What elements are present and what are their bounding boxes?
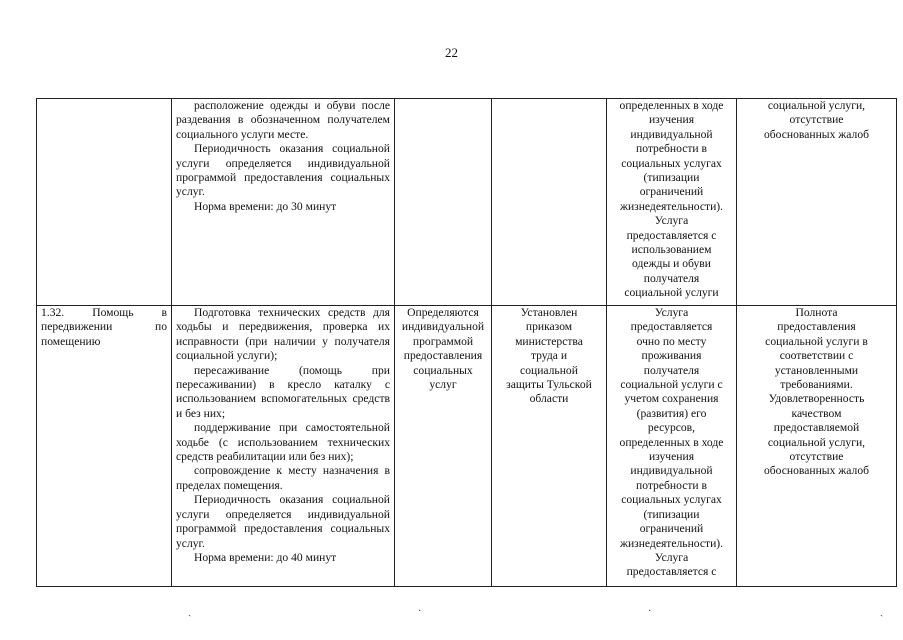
scan-mark: · xyxy=(648,606,652,617)
indicators-line: социальной услуги, xyxy=(767,99,866,112)
services-table xyxy=(36,98,897,587)
conditions-line: предоставляется с xyxy=(626,228,717,242)
indicators-line: установленными xyxy=(774,363,859,377)
conditions-line: жизнедеятельности). xyxy=(619,199,724,213)
service-indicators-cell xyxy=(737,306,897,587)
conditions-line: ограничений xyxy=(639,522,704,536)
tariff-line: министерства xyxy=(515,334,583,348)
cost-line: предоставления xyxy=(403,349,483,363)
indicators-line: обоснованных жалоб xyxy=(763,127,870,141)
conditions-line: социальной услуги xyxy=(624,286,719,300)
conditions-line: Услуга xyxy=(654,214,689,228)
conditions-line: социальных услугах xyxy=(621,156,722,170)
content-paragraph: расположение одежды и обуви после раздевания в обозначенном получателем социального услуги месте. xyxy=(176,99,390,141)
table-row xyxy=(37,306,897,587)
indicators-line: Полнота xyxy=(795,306,838,319)
conditions-line: индивидуальной xyxy=(630,127,713,141)
tariff-line: социальной xyxy=(520,363,578,377)
conditions-line: использованием xyxy=(631,243,712,257)
conditions-line: (типизации xyxy=(643,171,700,185)
cost-line: программой xyxy=(412,334,474,348)
service-tariff-cell xyxy=(492,99,607,306)
service-conditions-cell xyxy=(607,306,737,587)
conditions-line: индивидуальной xyxy=(630,464,713,478)
page-number: 22 xyxy=(445,45,458,60)
cost-line: социальных xyxy=(413,363,473,377)
conditions-line: потребности в xyxy=(636,478,707,492)
service-number-name-cell: 1.32. Помощь в передвижении по помещению xyxy=(37,306,172,587)
content-paragraph: пересаживание (помощь при пересаживании) в кресло каталку с использованием вспомогательных средств и без них; xyxy=(176,363,390,420)
conditions-line: потребности в xyxy=(636,142,707,156)
conditions-line: ресурсов, xyxy=(647,421,696,435)
content-paragraph: Периодичность оказания социальной услуги определяется индивидуальной программой предоставления социальных услуг. xyxy=(176,493,390,550)
indicators-line: обоснованных жалоб xyxy=(763,464,870,478)
indicators-line: социальной услуги, xyxy=(767,435,866,449)
indicators-line: предоставляемой xyxy=(773,421,860,435)
service-indicators-cell xyxy=(737,99,897,306)
service-number-name-cell xyxy=(37,99,172,306)
conditions-line: жизнедеятельности). xyxy=(619,536,724,550)
tariff-line: труда и xyxy=(530,349,568,363)
content-paragraph: Норма времени: до 30 минут xyxy=(194,199,337,213)
scan-mark: ˎ xyxy=(188,606,192,617)
conditions-line: предоставляется xyxy=(630,320,713,334)
service-content-cell xyxy=(172,306,395,587)
indicators-line: отсутствие xyxy=(789,450,844,464)
conditions-line: определенных в ходе xyxy=(619,99,724,112)
service-content-cell xyxy=(172,99,395,306)
conditions-line: ограничений xyxy=(639,185,704,199)
service-tariff-cell xyxy=(492,306,607,587)
conditions-line: социальных услугах xyxy=(621,493,722,507)
content-paragraph: сопровождение к месту назначения в пределах помещения. xyxy=(176,464,390,492)
conditions-line: предоставляется с xyxy=(626,565,717,579)
service-conditions-cell xyxy=(607,99,737,306)
content-paragraph: Норма времени: до 40 минут xyxy=(194,550,337,564)
cost-line: услуг xyxy=(429,378,457,392)
service-cost-cell xyxy=(395,99,492,306)
indicators-line: соответствии с xyxy=(779,349,854,363)
conditions-line: очно по месту xyxy=(636,334,707,348)
indicators-line: качеством xyxy=(791,406,842,420)
conditions-line: изучения xyxy=(648,450,695,464)
conditions-line: проживания xyxy=(641,349,702,363)
cost-line: Определяются xyxy=(407,306,479,319)
indicators-line: Удовлетворенность xyxy=(768,392,865,406)
conditions-line: (развития) его xyxy=(636,406,707,420)
conditions-line: Услуга xyxy=(654,306,689,319)
indicators-line: требованиями. xyxy=(780,378,853,392)
conditions-line: учетом сохранения xyxy=(624,392,719,406)
conditions-line: социальной услуги с xyxy=(620,378,723,392)
conditions-line: получателя xyxy=(643,363,700,377)
table-row xyxy=(37,99,897,306)
tariff-line: Установлен xyxy=(520,306,578,319)
conditions-line: получателя xyxy=(643,271,700,285)
tariff-line: защиты Тульской xyxy=(506,378,592,392)
conditions-line: изучения xyxy=(648,113,695,127)
tariff-line: приказом xyxy=(525,320,573,334)
scan-mark: · xyxy=(418,606,422,617)
indicators-line: предоставления xyxy=(777,320,856,334)
conditions-line: одежды и обуви xyxy=(632,257,711,271)
content-paragraph: Периодичность оказания социальной услуги определяется индивидуальной программой предоставления социальных услуг. xyxy=(176,142,390,199)
indicators-line: отсутствие xyxy=(789,113,844,127)
indicators-line: социальной услуги в xyxy=(765,334,868,348)
tariff-line: области xyxy=(529,392,569,406)
conditions-line: Услуга xyxy=(654,550,689,564)
cost-line: индивидуальной xyxy=(401,320,485,334)
service-cost-cell xyxy=(395,306,492,587)
conditions-line: (типизации xyxy=(643,507,700,521)
scan-mark: ˎ xyxy=(880,606,884,617)
content-paragraph: Подготовка технических средств для ходьбы и передвижения, проверка их исправности (при наличии у получателя социальной услуги); xyxy=(176,306,390,363)
content-paragraph: поддерживание при самостоятельной ходьбе (с использованием технических средств реабилитации или без них); xyxy=(176,421,390,464)
conditions-line: определенных в ходе xyxy=(619,435,724,449)
